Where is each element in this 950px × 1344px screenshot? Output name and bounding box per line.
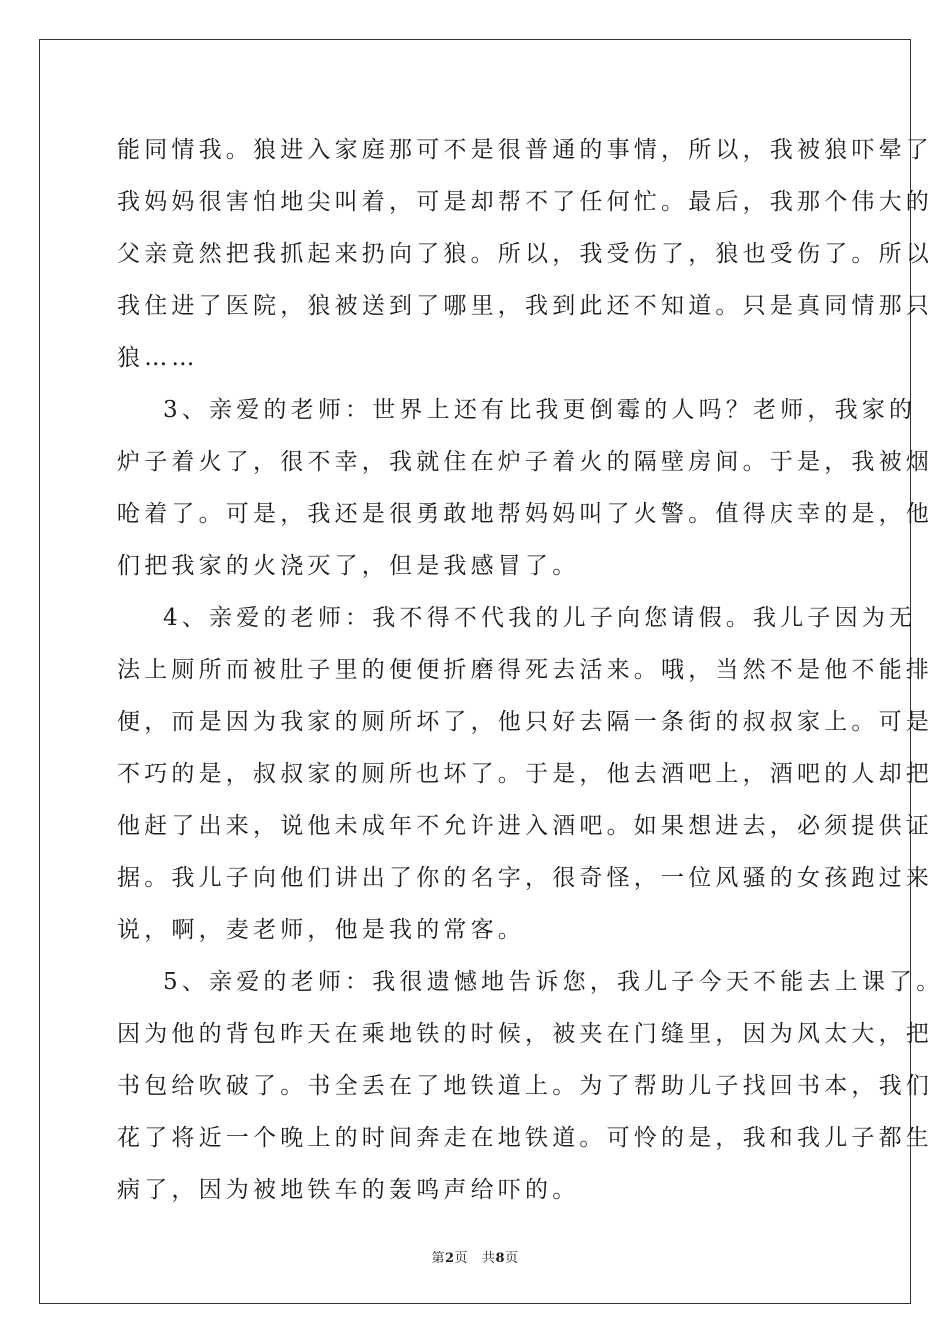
text-line: 他赶了出来，说他未成年不允许进入酒吧。如果想进去，必须提供证 — [117, 813, 933, 839]
page-footer — [0, 1247, 950, 1266]
document-body — [117, 124, 944, 1216]
text-line: 们把我家的火浇灭了，但是我感冒了。 — [117, 553, 580, 579]
footer-page-prefix: 第 — [431, 1251, 445, 1266]
footer-total-prefix: 共 — [481, 1251, 496, 1266]
footer-page-suffix: 页 — [454, 1251, 469, 1266]
text-line: 4、亲爱的老师：我不得不代我的儿子向您请假。我儿子因为无 — [163, 605, 917, 631]
text-line: 法上厕所而被肚子里的便便折磨得死去活来。哦，当然不是他不能排 — [117, 657, 933, 683]
text-line: 3、亲爱的老师：世界上还有比我更倒霉的人吗？老师，我家的 — [163, 397, 917, 423]
footer-total-pages: 8 — [495, 1251, 506, 1266]
text-line: 能同情我。狼进入家庭那可不是很普通的事情，所以，我被狼吓晕了 — [117, 137, 933, 163]
text-line: 我住进了医院，狼被送到了哪里，我到此还不知道。只是真同情那只 — [117, 293, 933, 319]
text-line: 炉子着火了，很不幸，我就住在炉子着火的隔壁房间。于是，我被烟 — [117, 449, 933, 475]
text-line: 父亲竟然把我抓起来扔向了狼。所以，我受伤了，狼也受伤了。所以 — [117, 241, 933, 267]
text-line: 便，而是因为我家的厕所坏了，他只好去隔一条街的叔叔家上。可是 — [117, 709, 933, 735]
text-line: 据。我儿子向他们讲出了你的名字，很奇怪，一位风骚的女孩跑过来 — [117, 865, 933, 891]
text-line: 狼…… — [117, 345, 199, 371]
footer-page-number: 2 — [444, 1251, 455, 1266]
text-line: 呛着了。可是，我还是很勇敢地帮妈妈叫了火警。值得庆幸的是，他 — [117, 501, 933, 527]
text-line: 我妈妈很害怕地尖叫着，可是却帮不了任何忙。最后，我那个伟大的 — [117, 189, 933, 215]
text-line: 5、亲爱的老师：我很遗憾地告诉您，我儿子今天不能去上课了。 — [163, 969, 944, 995]
text-line: 病了，因为被地铁车的轰鸣声给吓的。 — [117, 1177, 580, 1203]
text-line: 因为他的背包昨天在乘地铁的时候，被夹在门缝里，因为风太大，把 — [117, 1021, 933, 1047]
text-line: 说，啊，麦老师，他是我的常客。 — [117, 917, 525, 943]
footer-total-suffix: 页 — [505, 1251, 519, 1266]
text-line: 不巧的是，叔叔家的厕所也坏了。于是，他去酒吧上，酒吧的人却把 — [117, 761, 933, 787]
text-line: 书包给吹破了。书全丢在了地铁道上。为了帮助儿子找回书本，我们 — [117, 1073, 933, 1099]
text-line: 花了将近一个晚上的时间奔走在地铁道。可怜的是，我和我儿子都生 — [117, 1125, 933, 1151]
